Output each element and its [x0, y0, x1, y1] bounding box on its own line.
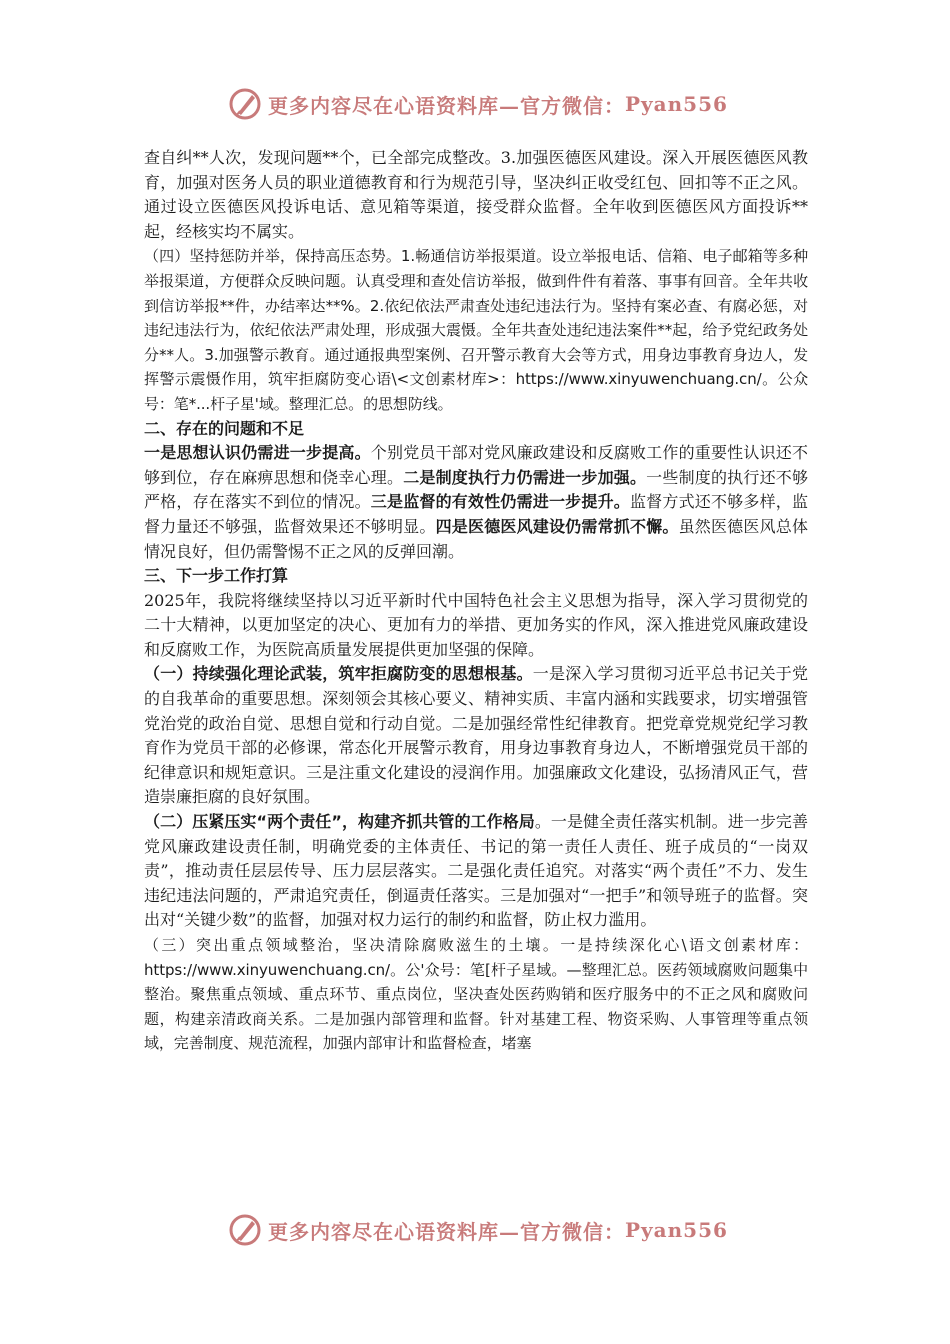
- header-banner: [228, 84, 748, 124]
- section-heading-next-steps: 三、下一步工作打算: [144, 566, 289, 586]
- bold-point-3: 三是监督的有效性仍需进一步提升。: [370, 492, 630, 512]
- text-theory: 一是深入学习贯彻习近平总书记关于党的自我革命的重要思想。深刻领会其核心要义、精神实质、丰富内涵和实践要求，切实增强管党治党的政治自觉、思想自觉和行动自觉。二是加强经常性纪律教育。把党章党规党纪学习教育作为党员干部的必修课，常态化开展警示教育，用身边事教育身边人，不断增强党员干部的纪律意识和规矩意识。三是注重文化建设的浸润作用。加强廉政文化建设，弘扬清风正气，营造崇廉拒腐的良好氛围。: [144, 664, 808, 807]
- paragraph-key-areas: （三）突出重点领域整治，坚决清除腐败滋生的土壤。一是持续深化心\语文创素材库：https://www.xinyuwenchuang.cn/。公'众号：笔[杆子星域。—整理汇总。医药领域腐败问题集中整治。聚焦重点领域、重点环节、重点岗位，坚决查处医药购销和医疗服务中的不正之风和腐败问题，构建亲清政商关系。二是加强内部管理和监督。针对基建工程、物资采购、人事管理等重点领域，完善制度、规范流程，加强内部审计和监督检查，堵塞: [144, 936, 808, 1053]
- text-responsibilities: 。一是健全责任落实机制。进一步完善党风廉政建设责任制，明确党委的主体责任、书记的第一责任人责任、班子成员的“一岗双责”，推动责任层层传导、压力层层落实。二是强化责任追究。对落实“两个责任”不力、发生违纪违法问题的，严肃追究责任，倒逼责任落实。三是加强对“一把手”和领导班子的监督。突出对“关键少数”的监督，加强对权力运行的制约和监督，防止权力滥用。: [144, 812, 808, 930]
- text-point-2: 一些制度的执行还不够严格，存在落实不到位的情况。: [144, 467, 808, 512]
- paragraph-two-responsibilities: [144, 810, 808, 933]
- bold-heading-responsibilities: （二）压紧压实“两个责任”，构建齐抓共管的工作格局: [144, 812, 535, 832]
- document-body: [144, 146, 808, 1056]
- paragraph-2025-plan: 2025年，我院将继续坚持以习近平新时代中国特色社会主义思想为指导，深入学习贯彻党的二十大精神，以更加坚定的决心、更加有力的举措、更加务实的作风，深入推进党风廉政建设和反腐败工作，为医院高质量发展提供更加坚强的保障。: [144, 590, 808, 659]
- bold-point-1: 一是思想认识仍需进一步提高。: [144, 443, 371, 463]
- banner-text: 更多内容尽在心语资料库—官方微信：: [268, 93, 625, 118]
- text-point-4: 虽然医德医风总体情况良好，但仍需警惕不正之风的反弹回潮。: [144, 516, 808, 561]
- paragraph-punish-prevent: （四）坚持惩防并举，保持高压态势。1.畅通信访举报渠道。设立举报电话、信箱、电子邮箱等多种举报渠道，方便群众反映问题。认真受理和查处信访举报，做到件件有着落、事事有回音。全年共收到信访举报**件，办结率达**%。2.依纪依法严肃查处违纪违法行为。坚持有案必查、有腐必惩，对违纪违法行为，依纪依法严肃处理，形成强大震慑。全年共查处违纪违法案件**起，给予党纪政务处分**人。3.加强警示教育。通过通报典型案例、召开警示教育大会等方式，用身边事教育身边人，发挥警示震慑作用，筑牢拒腐防变心语\<文创素材库>：https://www.xinyuwenchuang.cn/。公众号：笔*...杆子星'域。整理汇总。的思想防线。: [144, 247, 808, 413]
- text-point-1: 个别党员干部对党风廉政建设和反腐败工作的重要性认识还不够到位，存在麻痹思想和侥幸心理。: [144, 443, 808, 487]
- bold-heading-theory: （一）持续强化理论武装，筑牢拒腐防变的思想根基。: [144, 664, 533, 684]
- paragraph-theory: [144, 662, 808, 810]
- quill-logo-icon: [228, 87, 262, 121]
- text-point-3: 监督方式还不够多样，监督力量还不够强，监督效果还不够明显。: [144, 492, 808, 536]
- quill-logo-icon: [228, 1213, 262, 1247]
- bold-point-4: 四是医德医风建设仍需常抓不懈。: [435, 516, 679, 536]
- footer-banner: [228, 1210, 748, 1250]
- banner-text: 更多内容尽在心语资料库—官方微信：: [268, 1219, 625, 1244]
- banner-wechat-id: Pyan556: [625, 92, 728, 116]
- section-heading-problems: 二、存在的问题和不足: [144, 418, 305, 438]
- banner-wechat-id: Pyan556: [625, 1218, 728, 1242]
- paragraph-medical-ethics: 查自纠**人次，发现问题**个，已全部完成整改。3.加强医德医风建设。深入开展医德医风教育，加强对医务人员的职业道德教育和行为规范引导，坚决纠正收受红包、回扣等不正之风。通过设立医德医风投诉电话、意见箱等渠道，接受群众监督。全年收到医德医风方面投诉**起，经核实均不属实。: [144, 148, 808, 241]
- bold-point-2: 二是制度执行力仍需进一步加强。: [403, 467, 647, 487]
- paragraph-problems: [144, 441, 808, 564]
